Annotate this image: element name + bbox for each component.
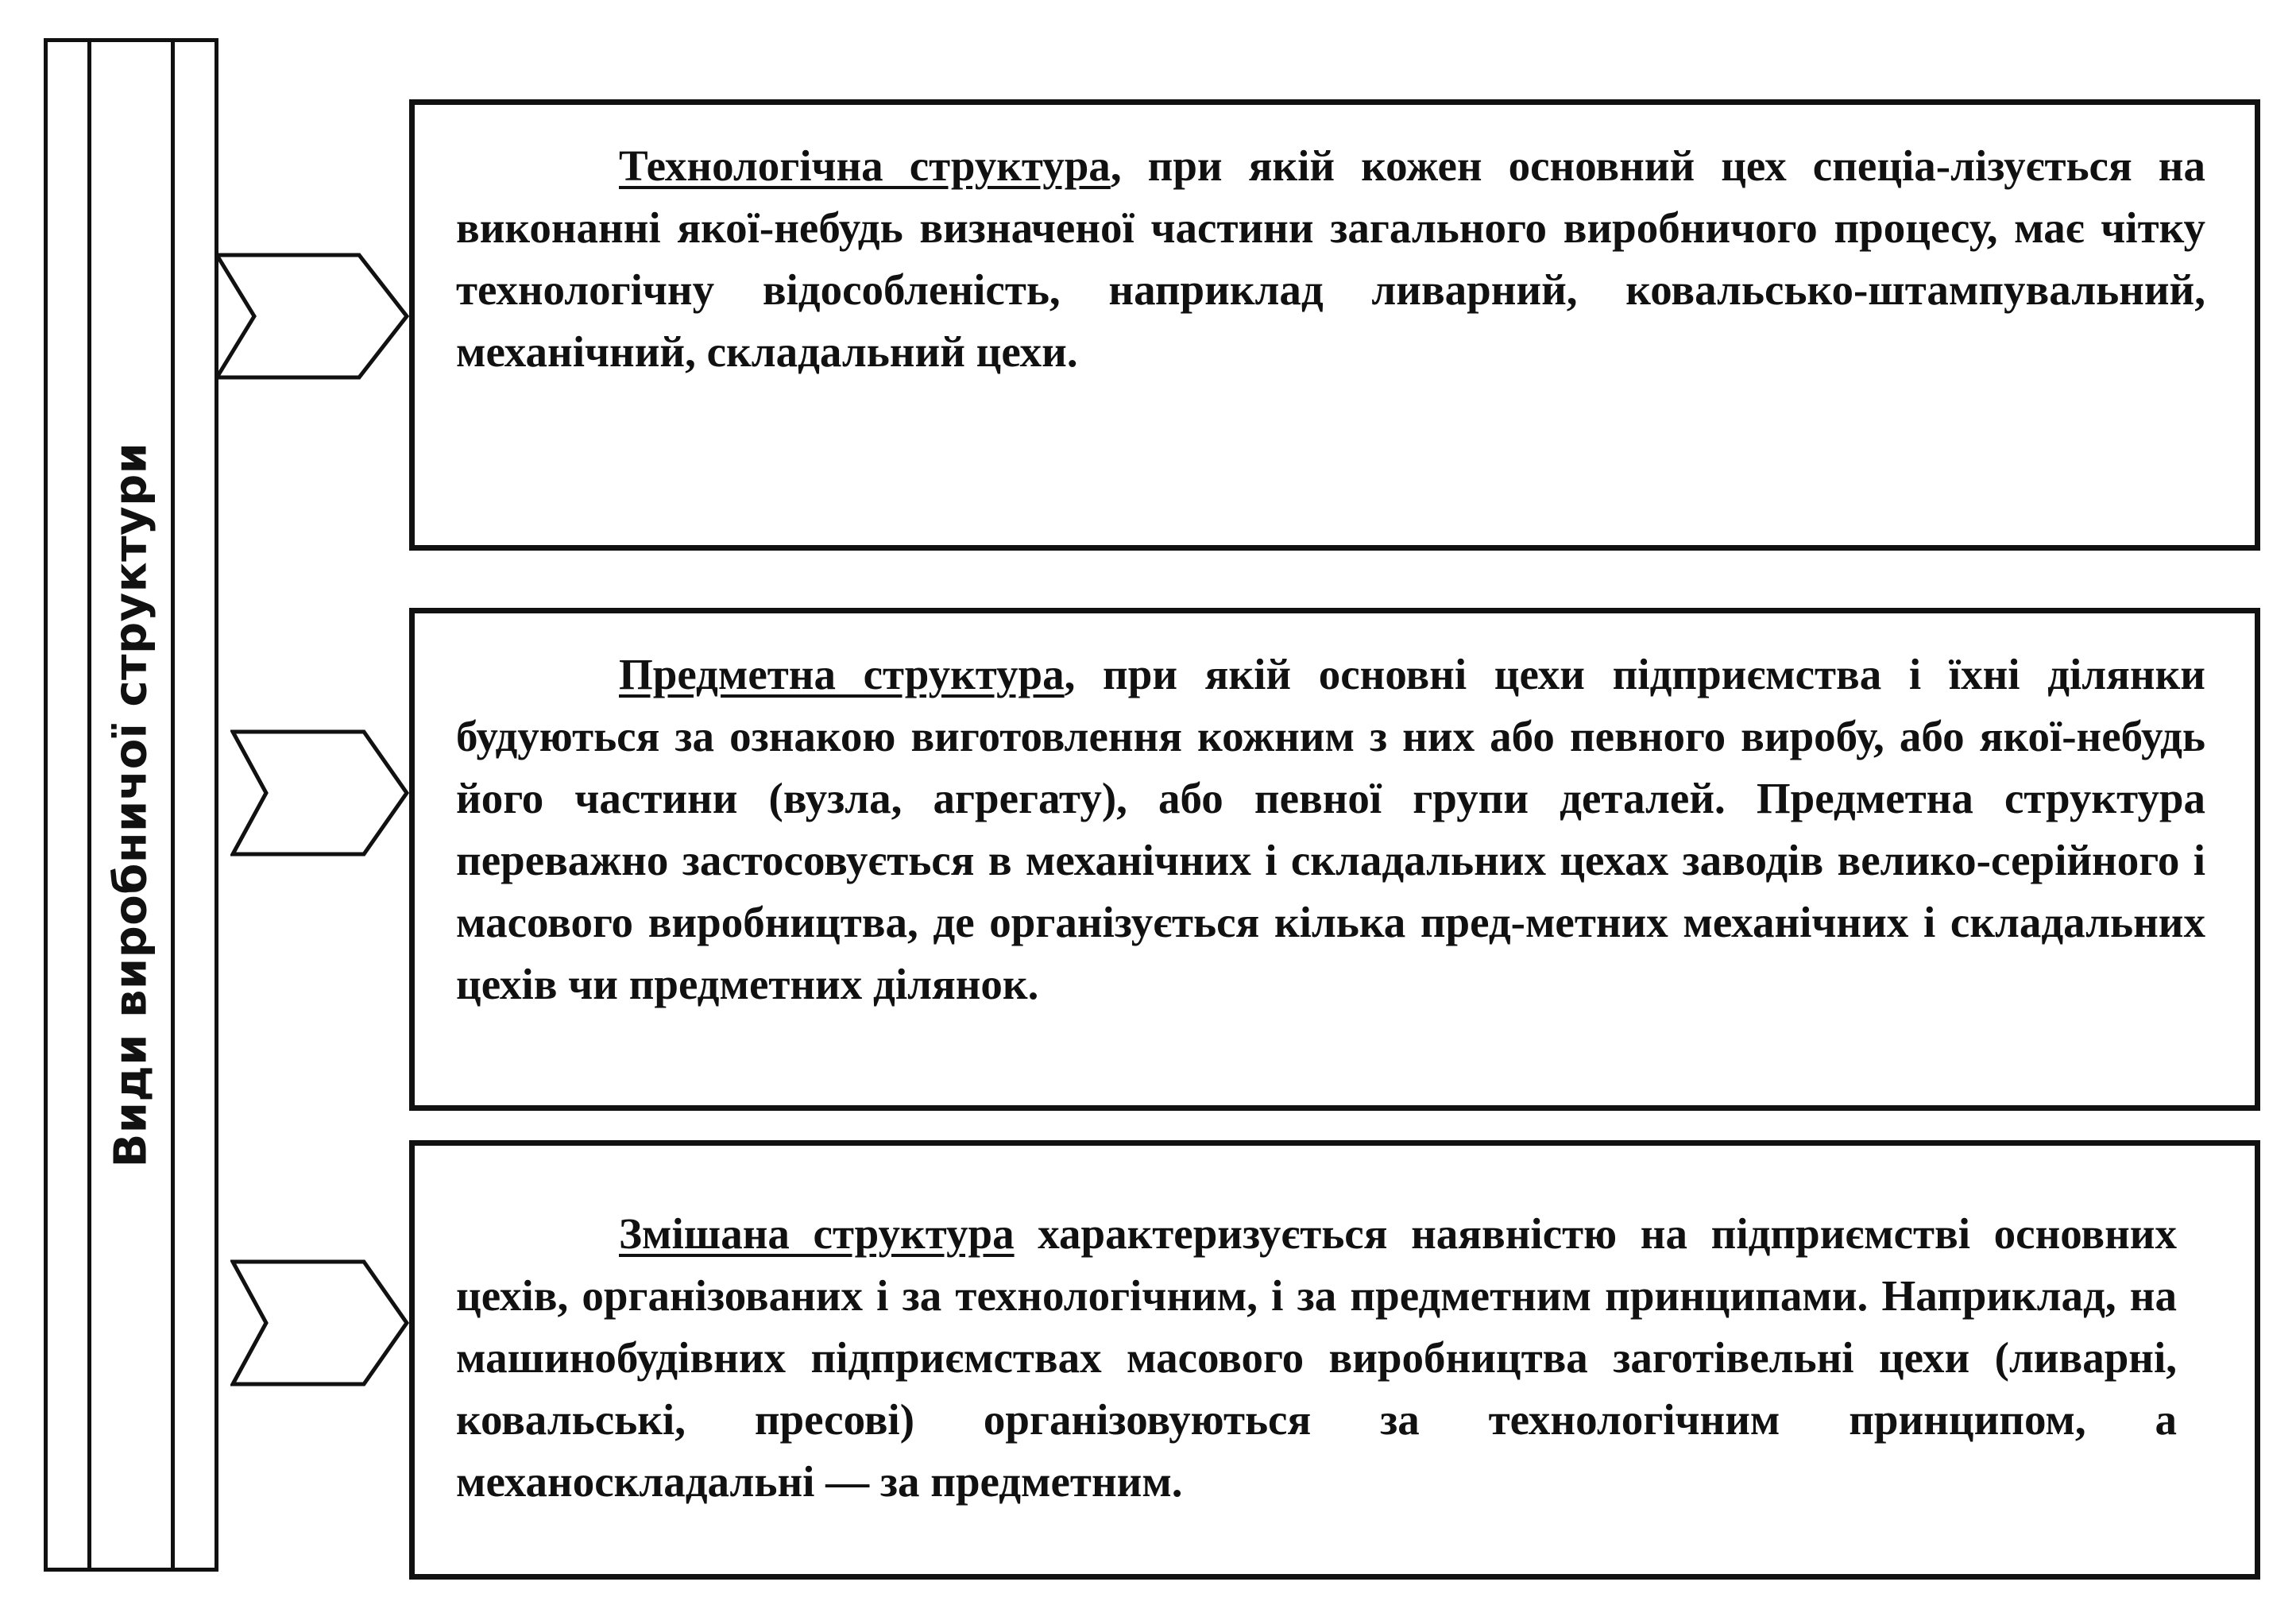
subject-structure-box [409, 608, 2260, 1111]
mixed-structure-text [456, 1203, 2177, 1513]
mixed-structure-description: характеризується наявністю на підприємстві основних цехів, організованих і за технологічним, і за предметним принципами. Наприклад, на машинобудівних підприємствах масового виробництва заготівельні цехи (ливарні, ковальські, пресові) організовуються за технологічним принципом, а механоскладальні — за предметним. [456, 1209, 2177, 1506]
chevron-icon-mixed [230, 1259, 413, 1386]
mixed-structure-box [409, 1140, 2260, 1580]
chevron-icon-subject [230, 729, 413, 857]
technological-structure-term: Технологічна структура [619, 141, 1111, 190]
technological-structure-text [456, 135, 2205, 383]
sidebar-inner-band [87, 38, 175, 1572]
sidebar-title: Види виробничої структури [105, 442, 157, 1168]
mixed-structure-term: Змішана структура [619, 1209, 1015, 1258]
subject-structure-description: , при якій основні цехи підприємства і їхні ділянки будуються за ознакою виготовлення кожним з них або певного виробу, або якої-небудь його частини (вузла, агрегату), або певної групи деталей. Предметна структура переважно застосовується в механічних і складальних цехах заводів велико-серійного і масового виробництва, де організується кілька пред-метних механічних і складальних цехів чи предметних ділянок. [456, 650, 2205, 1008]
subject-structure-text [456, 644, 2205, 1015]
sidebar-frame [44, 38, 218, 1572]
technological-structure-description: , при якій кожен основний цех спеціа-лізується на виконанні якої-небудь визначеної частини загального виробничого процесу, має чітку технологічну відособленість, наприклад ливарний, ковальсько-штампувальний, механічний, складальний цехи. [456, 141, 2205, 376]
chevron-icon-technological [215, 253, 413, 380]
technological-structure-box [409, 99, 2260, 551]
subject-structure-term: Предметна структура [619, 650, 1065, 698]
